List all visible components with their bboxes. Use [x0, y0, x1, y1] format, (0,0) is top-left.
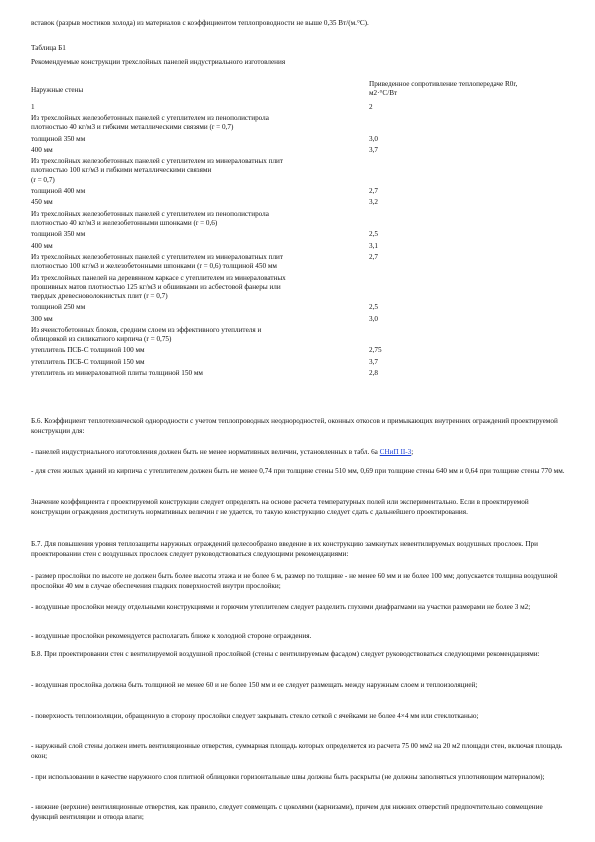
table-row-description: толщиной 350 мм [31, 230, 86, 239]
table-header-col2-line2: м2·°С/Вт [369, 89, 398, 97]
table-row-description: утеплитель ПСБ-С толщиной 150 мм [31, 357, 145, 366]
table-row-description: 400 мм [31, 145, 53, 154]
table-row-value: 3,1 [369, 241, 378, 250]
paragraph-b8-item-e: - нижние (верхние) вентиляционные отверстия, как правило, следует совмещать с цоколями (карнизами), причем для нижних отверстий предпочтительно совмещение функций вентиляции и отвода влаги; [31, 803, 543, 822]
table-row-description: толщиной 350 мм [31, 134, 86, 143]
table-row-value: 3,0 [369, 134, 378, 143]
paragraph-b7-item-b: - воздушные прослойки между отдельными конструкциями и горючим утеплителем следует разделить глухими диафрагмами на участки размерами не более 3 м2; [31, 603, 531, 611]
table-row-description: утеплитель ПСБ-С толщиной 100 мм [31, 346, 145, 355]
table-row-value: 2,7 [369, 253, 378, 261]
paragraph-b6-item-a [31, 447, 565, 457]
table-row-description: прошивных матов плотностью 125 кг/м3 и обшивками из асбестовой фанеры или [31, 282, 281, 291]
table-row-description: утеплитель из минераловатной плиты толщиной 150 мм [31, 369, 203, 378]
table-col1-number: 1 [31, 103, 35, 111]
paragraph-b8: Б.8. При проектировании стен с вентилируемой воздушной прослойкой (стены с вентилируемым фасадом) следует руководствоваться следующими рекомендациями: [31, 650, 540, 658]
table-row-value: 3,7 [369, 145, 378, 154]
table-col2-number: 2 [369, 103, 373, 111]
table-row-description: (r = 0,7) [31, 175, 55, 184]
table-row-description: плотностью 40 кг/м3 и железобетонными шпонками (r = 0,6) [31, 218, 218, 227]
table-row-description: Из ячеистобетонных блоков, средним слоем из эффективного утеплителя и [31, 325, 262, 334]
paragraph-b6: Б.6. Коэффициент теплотехнической однородности с учетом теплопроводных неоднородностей, оконных откосов и примыкающих внутренних ограждений проектируемой конструкции для: [31, 417, 558, 436]
intro-line: вставок (разрыв мостиков холода) из материалов с коэффициентом теплопроводности не выше 0,35 Вт/(м.°С). [31, 19, 369, 27]
table-row-value: 2,7 [369, 186, 378, 195]
paragraph-b6-item-b: - для стен жилых зданий из кирпича с утеплителем должен быть не менее 0,74 при толщине стены 510 мм, 0,69 при толщине стены 640 мм и 0,64 при толщине стены 770 мм. [31, 467, 565, 475]
table-row-value: 2,5 [369, 303, 378, 312]
paragraph-b7-item-a: - размер прослойки по высоте не должен быть более высоты этажа и не более 6 м, размер по толщине - не менее 60 мм и не более 100 мм; допускается толщина воздушной прослойки 40 мм в случае обеспечения гладких поверхностей внутри прослойки; [31, 572, 558, 591]
table-row-description: Из трехслойных железобетонных панелей с утеплителем из пенополистирола [31, 114, 269, 122]
table-row-description: Из трехслойных железобетонных панелей с утеплителем из минераловатных плит [31, 253, 284, 261]
paragraph-b7-item-c: - воздушные прослойки рекомендуется располагать ближе к холодной стороне ограждения. [31, 632, 312, 640]
table-header-col2-line1: Приведенное сопротивление теплопередаче R0r, [369, 80, 518, 88]
table-row-description: Из трехслойных железобетонных панелей с утеплителем из пенополистирола [31, 209, 269, 218]
table-row-value: 2,5 [369, 230, 378, 239]
paragraph-b8-item-d: - при использовании в качестве наружного слоя плитной облицовки горизонтальные швы должны быть раскрыты (не должны заполняться уплотняющим материалом); [31, 773, 545, 781]
paragraph-b6-item-c: Значение коэффициента r проектируемой конструкции следует определять на основе расчета температурных полей или экспериментально. Если в проектируемой конструкции ограждения достигнуть нормативных величин r не удается, то такую конструкцию следует сдать с дальнейшего проектирования. [31, 498, 529, 517]
table-label: Таблица Б1 [31, 44, 66, 52]
table-row-description: облицовкой из силикатного кирпича (r = 0,75) [31, 335, 172, 343]
table-header-col1: Наружные стены [31, 86, 84, 94]
table-row-description: толщиной 400 мм [31, 186, 86, 195]
table-row-description: Из трехслойных панелей на деревянном каркасе с утеплителем из минераловатных [31, 273, 286, 282]
paragraph-b8-item-a: - воздушная прослойка должна быть толщиной не менее 60 и не более 150 мм и ее следует размещать между наружным слоем и теплоизоляцией; [31, 681, 478, 689]
table-row-value: 3,2 [369, 198, 378, 207]
paragraph-b6-item-a-end: ; [411, 448, 414, 456]
table-title: Рекомендуемые конструкции трехслойных панелей индустриального изготовления [31, 58, 286, 66]
paragraph-b8-item-c: - наружный слой стены должен иметь вентиляционные отверстия, суммарная площадь которых определяется из расчета 75 00 мм2 на 20 м2 площади стен, включая площадь окон; [31, 742, 563, 761]
paragraph-b7: Б.7. Для повышения уровня теплозащиты наружных ограждений целесообразно введение в их конструкцию замкнутых невентилируемых воздушных прослоек. При проектировании стен с воздушных прослоек следует руководствоваться следующими рекомендациями: [31, 540, 538, 559]
table-row-description: 400 мм [31, 241, 53, 250]
table-row-description: твердых древесноволокнистых плит (r = 0,7) [31, 291, 168, 300]
table-row-description: Из трехслойных железобетонных панелей с утеплителем из минераловатных плит [31, 157, 284, 166]
table-row-description: плотностью 100 кг/м3 и железобетонными шпонками (r = 0,6) толщиной 450 мм [31, 262, 277, 271]
table-row-description: плотностью 40 кг/м3 и гибкими металлическими связями (r = 0,7) [31, 123, 234, 132]
table-row-value: 3,7 [369, 357, 378, 366]
table-row-value: 2,75 [369, 346, 382, 355]
table-row-value: 3,0 [369, 314, 378, 323]
table-row-description: 450 мм [31, 198, 53, 207]
table-row-description: толщиной 250 мм [31, 303, 86, 312]
table-row-value: 2,8 [369, 369, 378, 378]
snip-link[interactable]: СНиП II-3 [379, 448, 412, 456]
paragraph-b8-item-b: - поверхность теплоизоляции, обращенную в сторону прослойки следует закрывать стекло сеткой с ячейками не более 4×4 мм или стеклотканью; [31, 712, 479, 720]
table-row-description: плотностью 100 кг/м3 и гибкими металлическими связями [31, 166, 212, 175]
table-row-description: 300 мм [31, 314, 53, 323]
paragraph-b6-item-a-text: - панелей индустриального изготовления должен быть не менее нормативных величин, установленных в табл. 6а [31, 448, 378, 456]
